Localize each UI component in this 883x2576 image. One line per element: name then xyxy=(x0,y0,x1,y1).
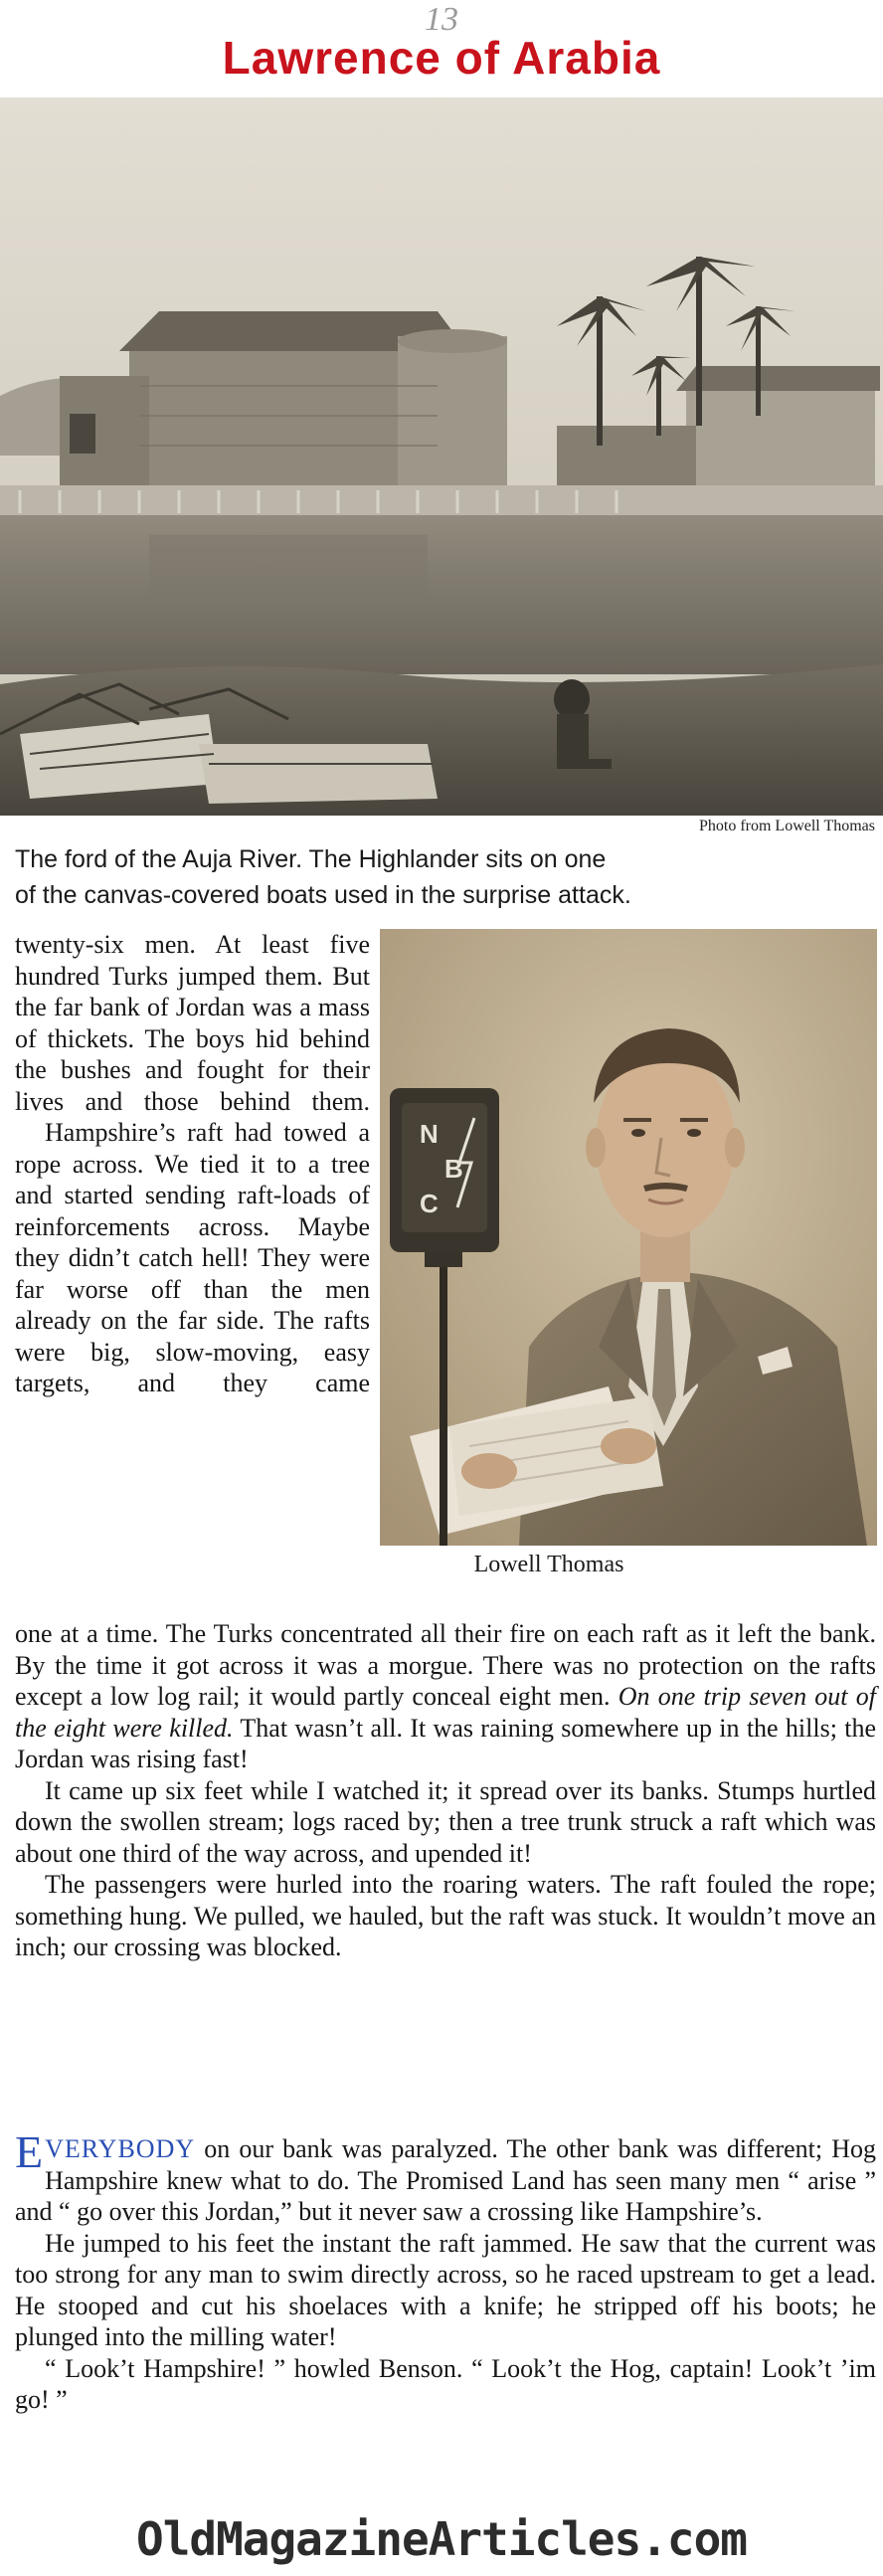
small-caps-lead: VERYBODY xyxy=(45,2134,196,2163)
article-paragraph xyxy=(15,1618,876,1775)
article-text: on our bank was paralyzed. The other bank was different; Hog Hampshire knew what to do. The Promised Land has seen many men “ arise ” and “ go over this Jordan,” but it never saw a crossing like Hampshire’s. xyxy=(15,2134,876,2226)
article-paragraph: It came up six feet while I watched it; it spread over its banks. Stumps hurtled down the swollen stream; logs raced by; then a tree trunk struck a raft which was about one third of the way across, and upended it! xyxy=(15,1775,876,1868)
article-paragraph: Hampshire’s raft had towed a rope across. We tied it to a tree and started sending raft-loads of reinforcements across. Maybe they didn’t catch hell! They were far worse off than the men already on the far side. The rafts were big, slow-moving, easy targets, and they came xyxy=(15,1118,370,1397)
caption-line-2: of the canvas-covered boats used in the surprise attack. xyxy=(15,881,631,909)
article-paragraph: The passengers were hurled into the roaring waters. The raft fouled the rope; something hung. We pulled, we hauled, but the raft was stuck. It wouldn’t move an inch; our crossing was blocked. xyxy=(15,1870,876,1961)
drop-cap: E xyxy=(15,2126,44,2177)
page-number: 13 xyxy=(425,1,458,38)
article-column-left xyxy=(15,929,370,1399)
photo-credit: Photo from Lowell Thomas xyxy=(698,818,875,834)
article-paragraph: twenty-six men. At least five hundred Turks jumped them. But the far bank of Jordan was a mass of thickets. The boys hid behind the bushes and fought for their lives and those behind them. xyxy=(15,930,370,1116)
mic-letter: N xyxy=(420,1119,439,1149)
caption-line-1: The ford of the Auja River. The Highlander sits on one xyxy=(15,845,607,873)
article-paragraph: “ Look’t Hampshire! ” howled Benson. “ Look’t the Hog, captain! Look’t ’im go! ” xyxy=(15,2353,876,2414)
article-italic-text: On one trip seven out of the eight were killed. xyxy=(15,1682,876,1743)
portrait-photo xyxy=(380,929,877,1546)
article-paragraph xyxy=(15,2126,876,2228)
article-column-full xyxy=(15,1618,876,1963)
portrait-caption: Lowell Thomas xyxy=(473,1552,624,1577)
footer-site-name[interactable]: OldMagazineArticles.com xyxy=(136,2512,747,2566)
ford-photo xyxy=(0,97,883,816)
mic-letter: B xyxy=(444,1154,463,1184)
article-text: That wasn’t all. It was raining somewhere up in the hills; the Jordan was rising fast! xyxy=(15,1713,877,1773)
article-text: one at a time. The Turks concentrated all their fire on each raft as it left the bank. By the time it got across it was a morgue. There was no protection on the rafts except a low log rail; it would partly conceal eight men. xyxy=(15,1619,876,1711)
page-title: Lawrence of Arabia xyxy=(222,32,661,84)
mic-letter: C xyxy=(420,1189,439,1218)
photo-caption xyxy=(15,841,876,913)
article-section-two xyxy=(15,2126,876,2416)
article-paragraph: He jumped to his feet the instant the raft jammed. He saw that the current was too strong for any man to swim directly across, so he raced upstream to get a lead. He stooped and cut his shoelaces with a knife; he stripped off his boots; he plunged into the milling water! xyxy=(15,2228,876,2351)
